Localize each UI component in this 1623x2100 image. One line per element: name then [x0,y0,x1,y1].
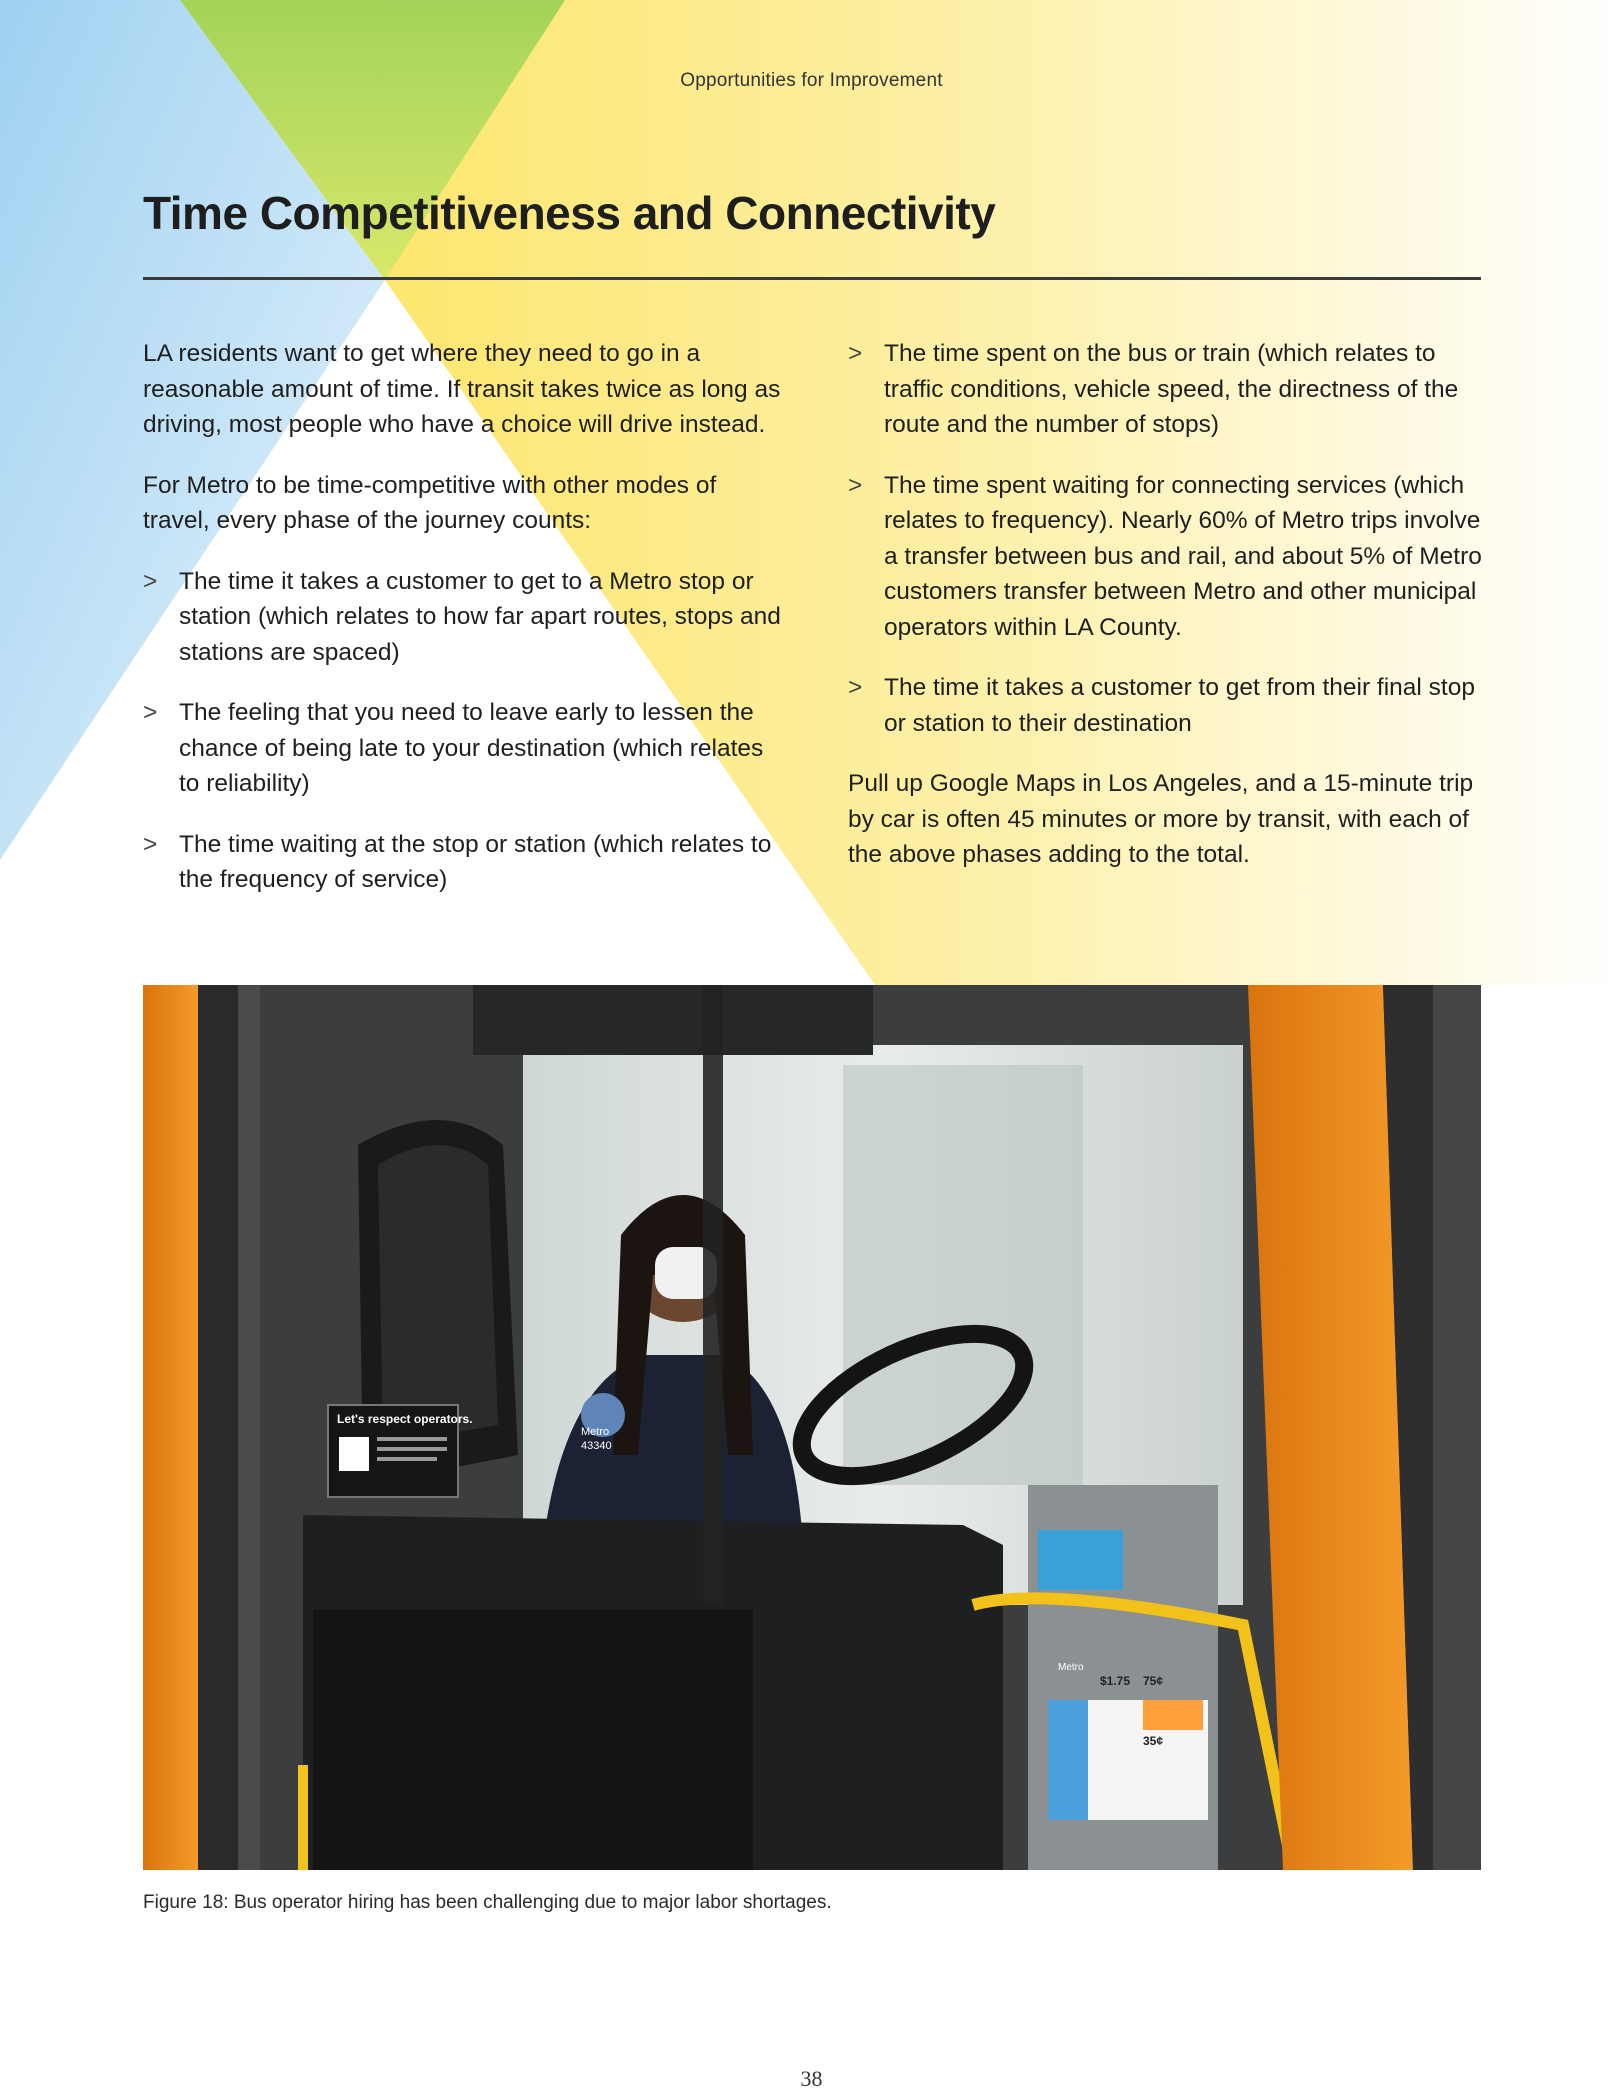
list-item [848,670,1484,741]
page-title: Time Competitiveness and Connectivity [143,187,996,239]
google-maps-paragraph: Pull up Google Maps in Los Angeles, and a 15-minute trip by car is often 45 minutes or more by transit, with each of the above phases adding to the total. [848,770,1474,868]
page-number: 38 [800,2066,823,2091]
list-item-text: The time waiting at the stop or station (which relates to the frequency of service) [179,830,772,893]
list-item-text: The time spent waiting for connecting services (which relates to frequency). Nearly 60% of Metro trips involve a transfer between bus and rail, and about 5% of Metro customers transfer between Metro and other municipal operators within LA County. [884,471,1482,641]
intro-paragraph: LA residents want to get where they need to go in a reasonable amount of time. If transit takes twice as long as driving, most people who have a choice will drive instead. [143,340,781,438]
fare-price-3: 35¢ [1143,1734,1164,1748]
list-item-text: The time spent on the bus or train (which relates to traffic conditions, vehicle speed, the directness of the route and the number of stops) [884,340,1459,438]
list-item [143,564,783,671]
fare-brand: Metro [1058,1662,1084,1673]
journey-phases-list-continued [848,336,1484,741]
title-divider [143,277,1481,280]
operator-sign-title: Let's respect operators. [337,1412,473,1426]
left-column [143,336,783,923]
journey-phases-list [143,564,783,898]
list-item-text: The feeling that you need to leave early to lessen the chance of being late to your destination (which relates to reliability) [179,699,764,797]
bus-operator-photo [143,985,1481,1870]
bullet-marker: > [143,699,158,726]
list-item [143,827,783,898]
section-label: Opportunities for Improvement [680,70,943,91]
figure-caption: Figure 18: Bus operator hiring has been challenging due to major labor shortages. [143,1892,832,1913]
journey-phases-paragraph: For Metro to be time-competitive with other modes of travel, every phase of the journey counts: [143,471,717,534]
list-item [848,336,1484,443]
fare-price-1: $1.75 [1100,1674,1131,1688]
bullet-marker: > [143,567,158,595]
list-item [848,468,1484,646]
right-column [848,336,1484,898]
list-item-text: The time it takes a customer to get to a Metro stop or station (which relates to how far apart routes, stops and stations are spaced) [179,567,781,666]
bullet-marker: > [848,340,863,367]
badge-brand: Metro [581,1426,610,1438]
badge-number: 43340 [581,1440,612,1452]
bullet-marker: > [143,830,158,858]
list-item-text: The time it takes a customer to get from their final stop or station to their destination [884,674,1475,737]
bullet-marker: > [848,674,863,701]
fare-price-2: 75¢ [1143,1674,1164,1688]
list-item [143,695,783,802]
bullet-marker: > [848,471,863,499]
